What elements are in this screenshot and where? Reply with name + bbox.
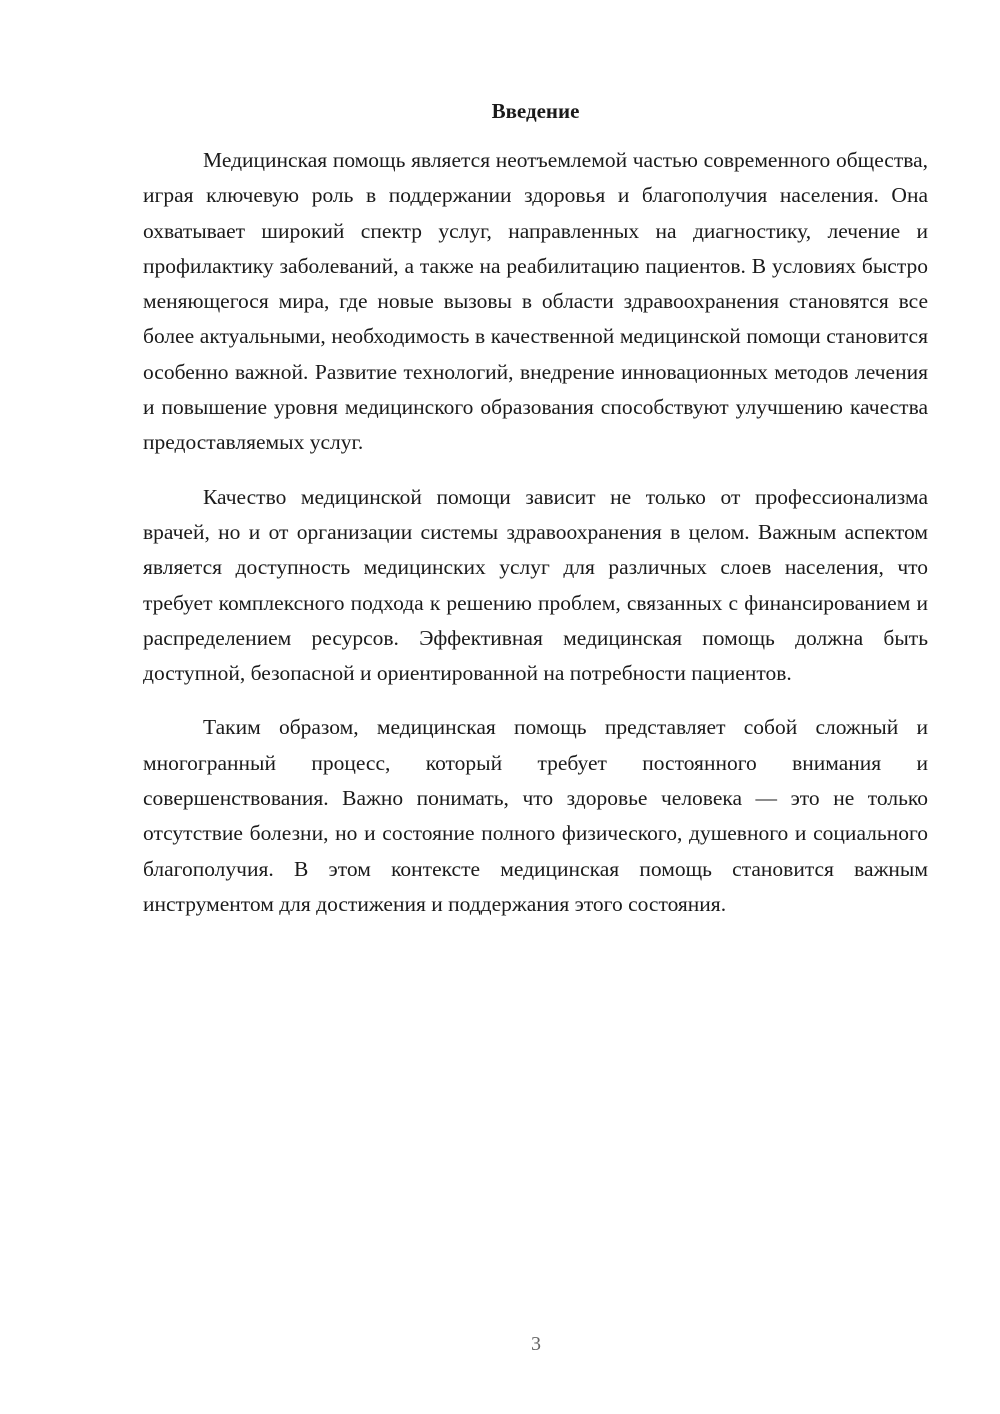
paragraph-2: Качество медицинской помощи зависит не только от профессионализма врачей, но и от организации системы здравоохранения в целом. Важным аспектом является доступность медицинских услуг для различных слоев населения, что требует комплексного подхода к решению проблем, связанных с финансированием и распределением ресурсов. Эффективная медицинская помощь должна быть доступной, безопасной и ориентированной на потребности пациентов.: [143, 484, 928, 686]
paragraph-3: Таким образом, медицинская помощь представляет собой сложный и многогранный процесс, который требует постоянного внимания и совершенствования. Важно понимать, что здоровье человека — это не только отсутствие болезни, но и состояние полного физического, душевного и социального благополучия. В этом контексте медицинская помощь становится важным инструментом для достижения и поддержания этого состояния.: [143, 715, 928, 916]
section-heading: Введение: [491, 99, 580, 123]
page-content: [143, 95, 928, 941]
paragraph-1: Медицинская помощь является неотъемлемой частью современного общества, играя ключевую роль в поддержании здоровья и благополучия населения. Она охватывает широкий спектр услуг, направленных на диагностику, лечение и профилактику заболеваний, а также на реабилитацию пациентов. В условиях быстро меняющегося мира, где новые вызовы в области здравоохранения становятся все более актуальными, необходимость в качественной медицинской помощи становится особенно важной. Развитие технологий, внедрение инновационных методов лечения и повышение уровня медицинского образования способствуют улучшению качества предоставляемых услуг.: [143, 148, 928, 455]
page-number: 3: [531, 1333, 541, 1355]
